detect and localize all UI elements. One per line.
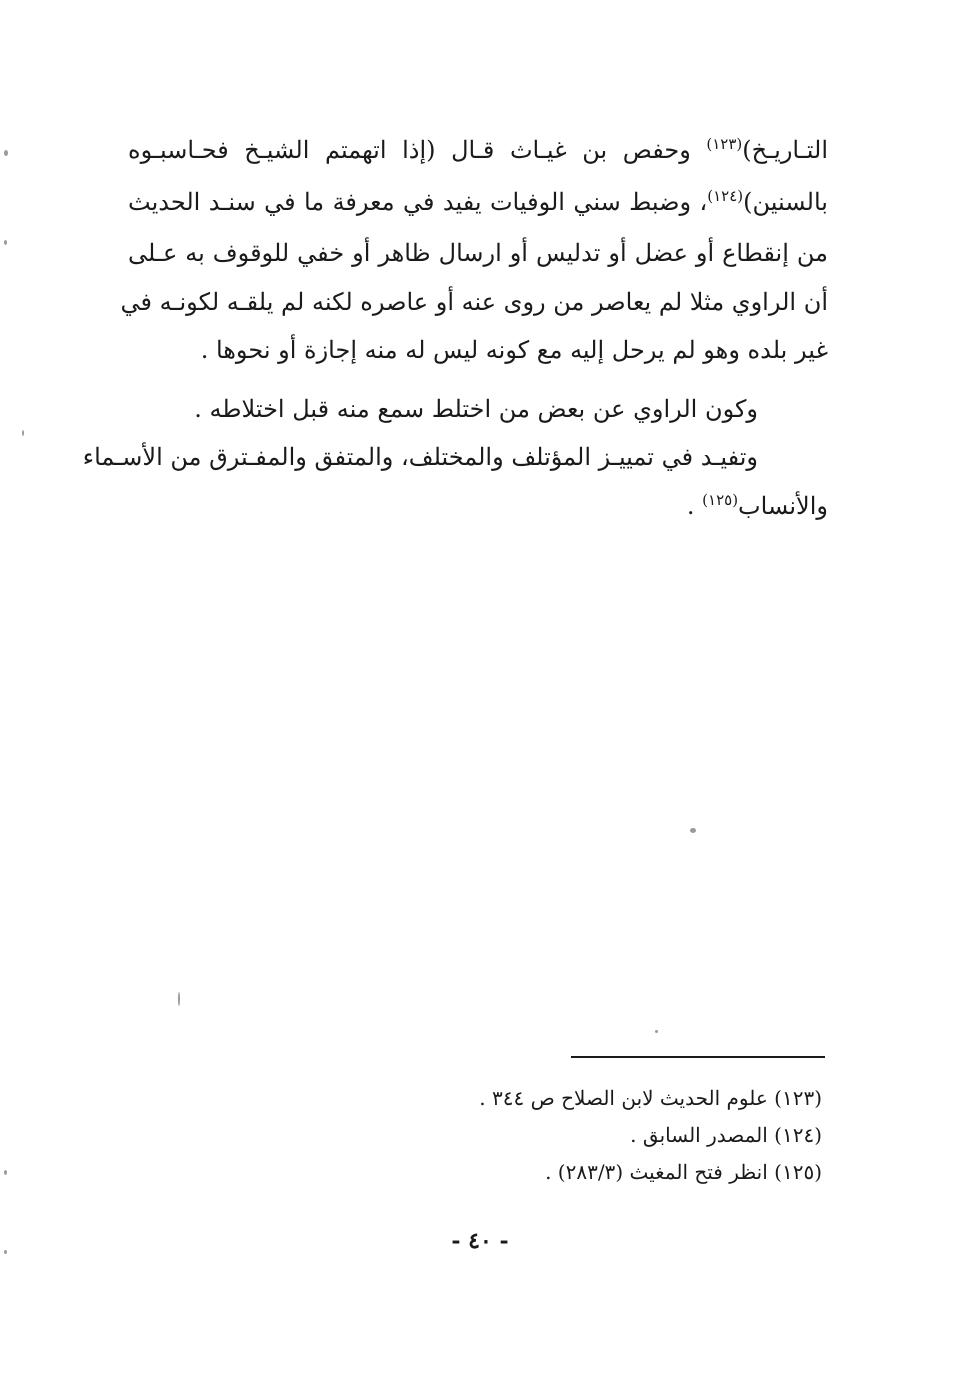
paragraph [82, 433, 828, 533]
footnote-ref: (١٢٤) [707, 186, 744, 205]
scan-speck [655, 1030, 658, 1033]
scan-speck [4, 240, 7, 245]
text-line: التـاريـخ)$^{(١٢٣)}$ وحفص بن غيـاث قـال (إذا اتهمتم الشيـخ فحـاسبـوه [128, 135, 828, 164]
scan-speck [4, 150, 8, 156]
text-line: وتفيـد في تمييـز المؤتلف والمختلف، والمتفق والمفـترق من الأسـماء [82, 443, 758, 471]
text-line: وكون الراوي عن بعض من اختلط سمع منه قبل اختلاطه . [194, 394, 758, 423]
scan-speck [4, 1250, 7, 1254]
footnote-ref: (١٢٣) [706, 135, 743, 153]
scan-speck [4, 1170, 7, 1175]
footnote-separator [571, 1056, 825, 1058]
scan-speck [22, 430, 24, 436]
page-number: - ٤٠ - [451, 1228, 509, 1254]
footnotes [322, 1080, 822, 1191]
scan-speck [690, 828, 696, 833]
paragraph [120, 126, 828, 375]
footnote-item: (١٢٣) علوم الحديث لابن الصلاح ص ٣٤٤ . [479, 1086, 822, 1110]
footnote-ref: (١٢٥) [702, 490, 739, 509]
text-line: من إنقطاع أو عضل أو تدليس أو ارسال ظاهر أو خفي للوقوف به عـلى [128, 239, 828, 267]
text-line: أن الراوي مثلا لم يعاصر من روى عنه أو عاصره لكنه لم يلقـه لكونـه في [120, 287, 828, 316]
scan-speck [178, 992, 180, 1006]
footnote-item: (١٢٤) المصدر السابق . [630, 1123, 822, 1147]
text-line: بالسنين)$^{(١٢٤)}$، وضبط سني الوفيات يفيد في معرفة ما في سنـد الحديث [128, 186, 828, 216]
text-line: والأنساب$^{(١٢٥)}$ . [686, 490, 828, 520]
paragraph [128, 385, 828, 434]
main-text [82, 126, 828, 533]
text-line: غير بلده وهو لم يرحل إليه مع كونه ليس له منه إجازة أو نحوها . [200, 336, 828, 364]
footnote-item: (١٢٥) انظر فتح المغيث (٢٨٣/٣) . [545, 1160, 822, 1184]
